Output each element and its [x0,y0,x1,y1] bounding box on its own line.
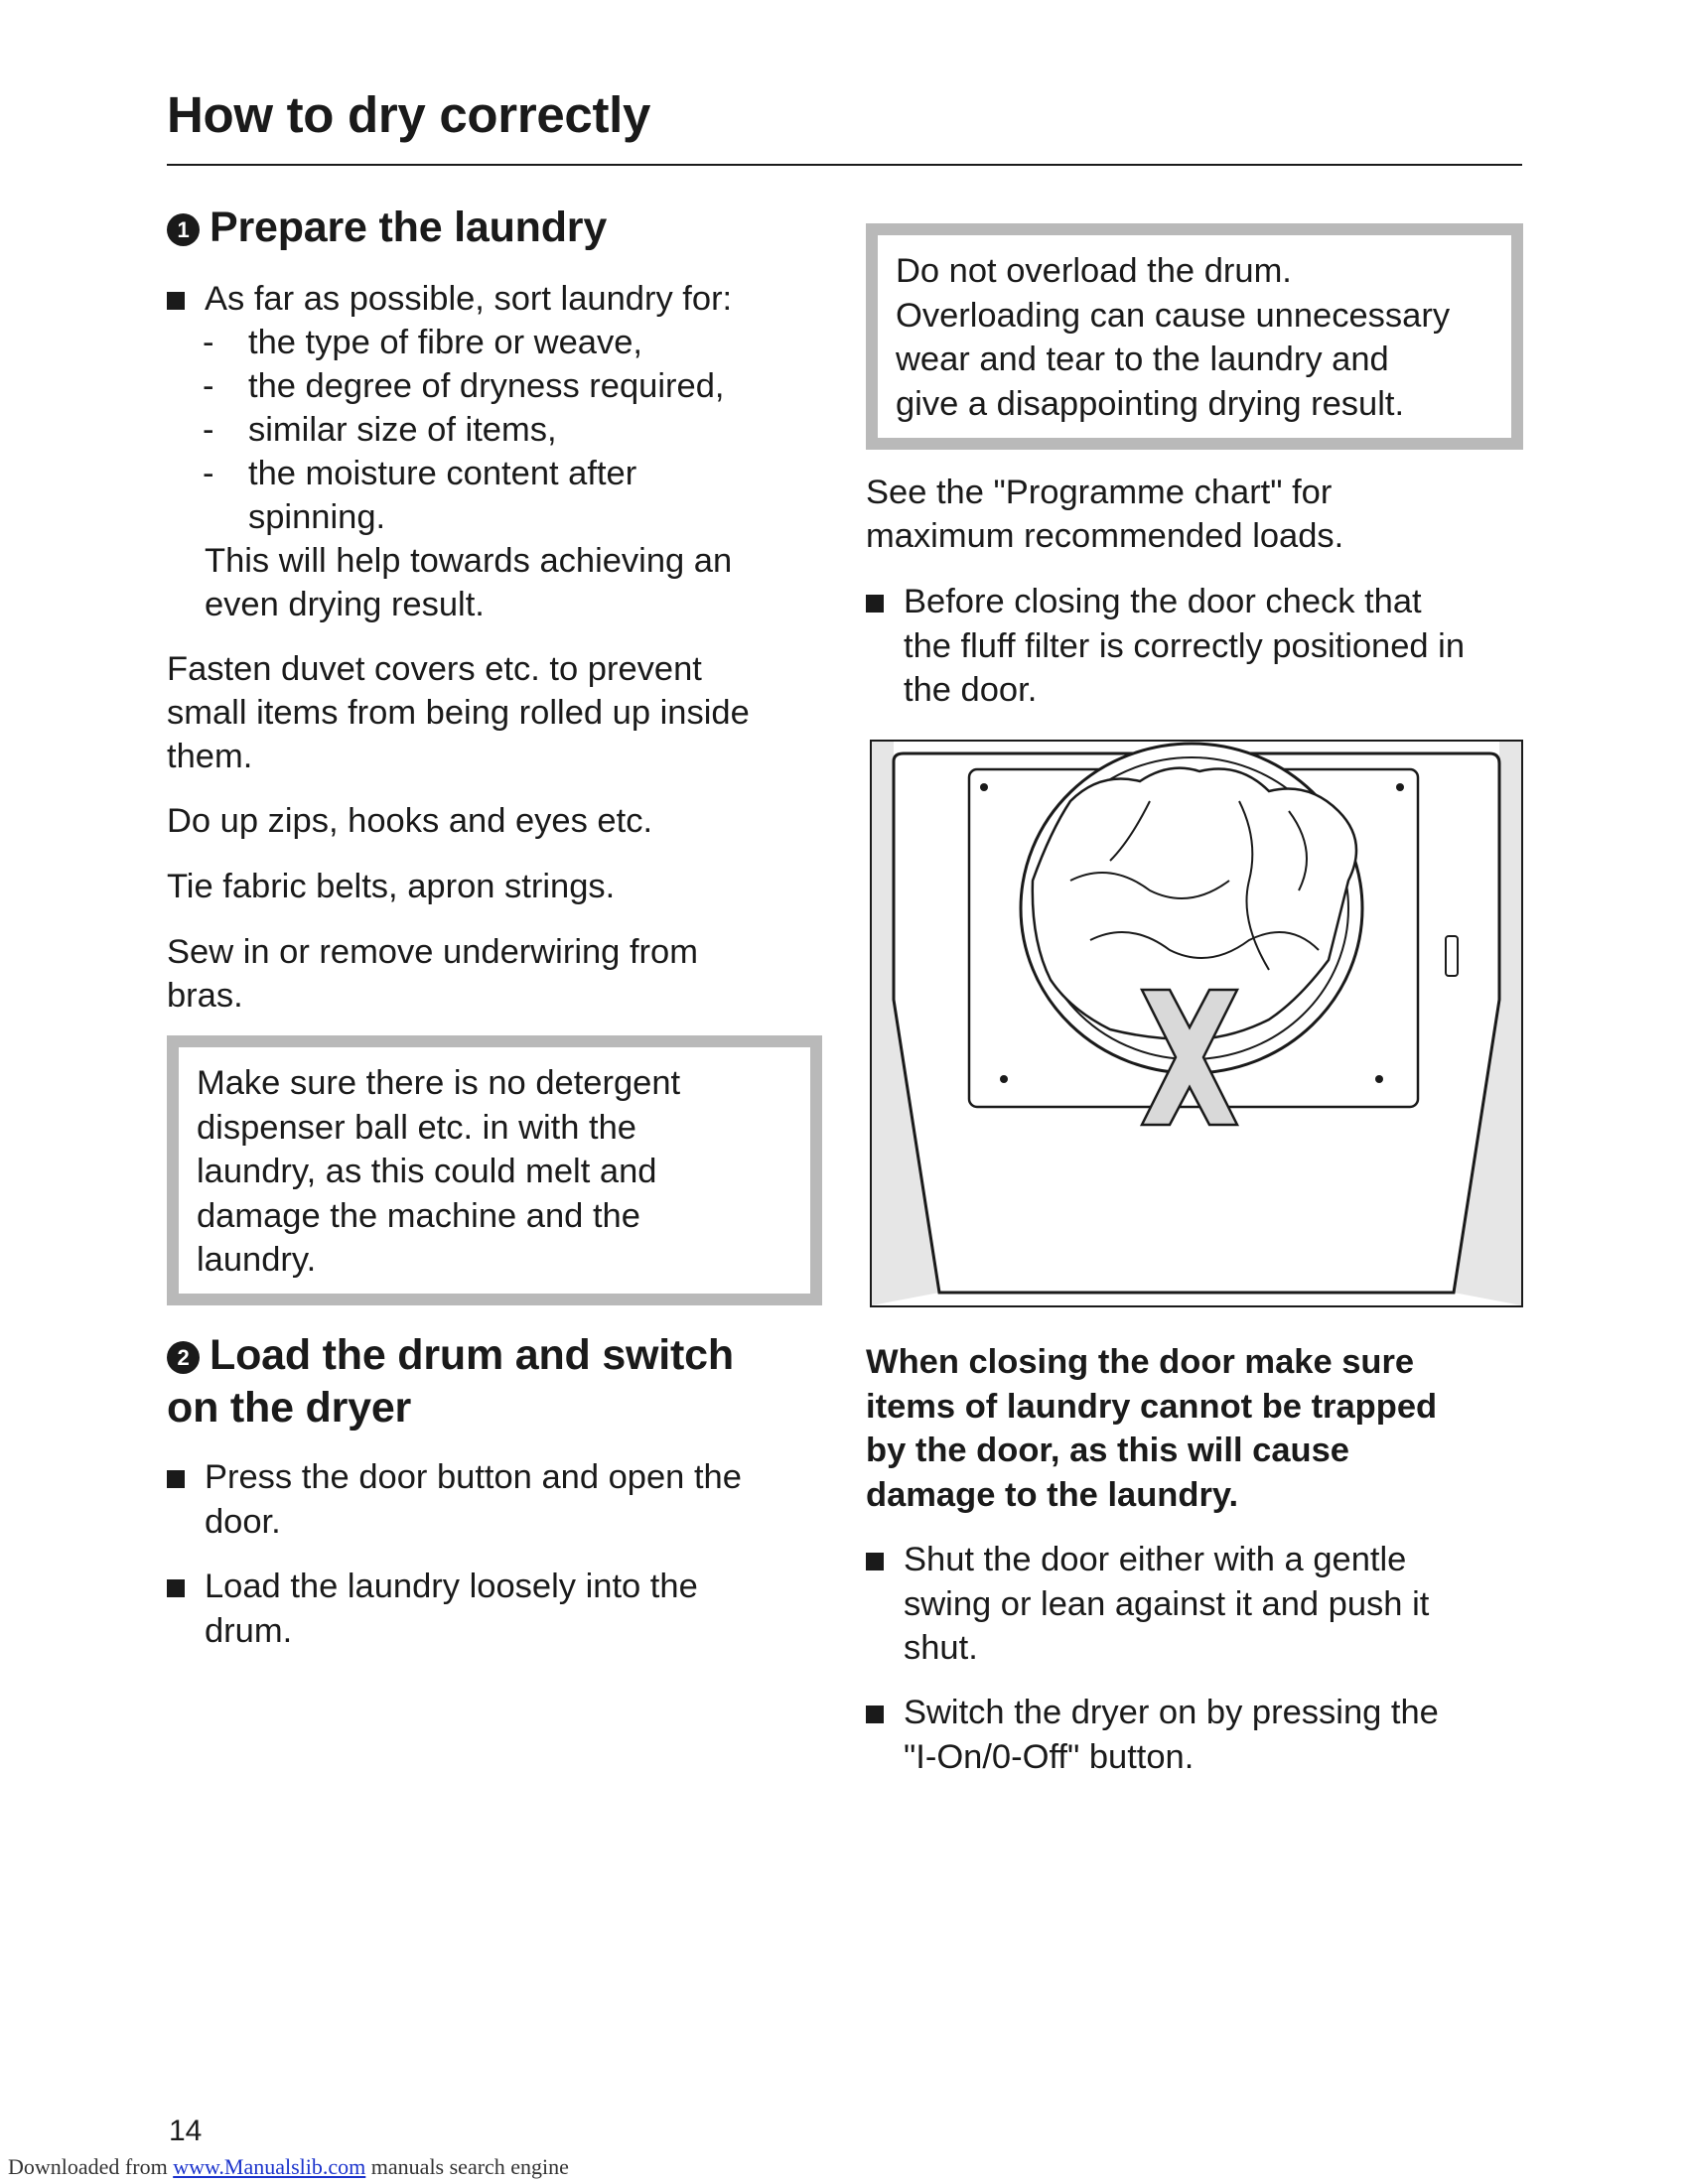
bullet-square-icon [866,1553,884,1570]
step-2-badge: 2 [167,1341,200,1374]
bold-warning-line: damage to the laundry. [866,1475,1239,1514]
overloaded-drum-illustration [870,740,1523,1307]
warning-line: Overloading can cause unnecessary [896,296,1451,335]
bullet-line: the fluff filter is correctly positioned in [904,626,1466,665]
bullet-line: Switch the dryer on by pressing the [904,1694,1439,1731]
sort-laundry-bullet [167,277,732,322]
warning-line: laundry, as this could melt and [197,1153,657,1190]
switch-on-bullet [866,1691,1439,1779]
step-1-badge: 1 [167,213,200,246]
bullet-line: Before closing the door check that [904,583,1422,620]
bullet-square-icon [167,292,185,310]
warning-line: dispenser ball etc. in with the [197,1108,636,1147]
chart-ref-line-1: See the "Programme chart" for [866,474,1333,511]
bullet-line: the door. [904,671,1038,709]
bold-warning-line: by the door, as this will cause [866,1432,1349,1469]
detergent-warning-box [167,1035,822,1305]
dash-item-continuation: spinning. [248,498,386,536]
bold-warning-line: items of laundry cannot be trapped [866,1387,1438,1426]
bullet-line: shut. [904,1629,978,1667]
overload-warning-box [866,223,1523,450]
bullet-line: Shut the door either with a gentle [904,1541,1407,1578]
overloaded-drum-with-cross-icon [872,742,1521,1305]
duvet-line-3: them. [167,738,253,775]
footer-suffix: manuals search engine [370,2154,569,2179]
bullet-square-icon [167,1579,185,1597]
section-2-title-line-2: on the dryer [167,1384,412,1432]
page-number: 14 [169,2115,203,2147]
chart-ref-line-2: maximum recommended loads. [866,517,1344,555]
load-laundry-bullet [167,1565,698,1653]
warning-line: laundry. [197,1241,317,1279]
belts-paragraph: Tie fabric belts, apron strings. [167,868,616,905]
manualslib-link[interactable]: www.Manualslib.com [173,2154,366,2179]
bullet-line: door. [205,1502,281,1541]
warning-line: give a disappointing drying result. [896,384,1405,423]
warning-line: Do not overload the drum. [896,252,1292,290]
duvet-line-2: small items from being rolled up inside [167,694,750,732]
door-trap-warning [866,1340,1437,1517]
bullet-square-icon [866,1706,884,1723]
section-1-title: Prepare the laundry [210,204,608,251]
dash-item-text: similar size of items, [248,411,557,449]
list-item: - similar size of items, [203,411,557,449]
bullet-line: swing or lean against it and push it [904,1584,1430,1623]
download-footer [8,2154,569,2180]
title-divider [167,164,1522,166]
sort-outro-line-2: even drying result. [205,586,485,623]
warning-line: damage the machine and the [197,1196,640,1235]
list-item: - the moisture content after [203,455,637,492]
page-title: How to dry correctly [167,86,651,143]
sort-intro-text: As far as possible, sort laundry for: [205,280,733,318]
warning-line: Make sure there is no detergent [197,1064,681,1102]
duvet-line-1: Fasten duvet covers etc. to prevent [167,650,702,688]
open-door-bullet [167,1455,742,1544]
bullet-square-icon [866,595,884,613]
bullet-line: Press the door button and open the [205,1458,742,1496]
zips-paragraph: Do up zips, hooks and eyes etc. [167,802,653,840]
list-item: - the type of fibre or weave, [203,324,642,361]
fluff-filter-bullet [866,580,1465,713]
sort-outro-line-1: This will help towards achieving an [205,542,733,580]
warning-line: wear and tear to the laundry and [896,341,1389,378]
dash-item-text: the moisture content after [248,455,637,492]
bras-line-2: bras. [167,977,243,1015]
shut-door-bullet [866,1538,1429,1671]
section-2-title-line-1: Load the drum and switch [210,1331,734,1379]
section-1-heading [167,201,607,254]
bullet-line: "I-On/0-Off" button. [904,1737,1195,1776]
dash-item-text: the degree of dryness required, [248,367,725,405]
bullet-line: drum. [205,1611,293,1650]
footer-prefix: Downloaded from [8,2154,168,2179]
section-2-heading [167,1328,734,1382]
bullet-line: Load the laundry loosely into the [205,1568,698,1605]
list-item: - the degree of dryness required, [203,367,725,405]
bras-line-1: Sew in or remove underwiring from [167,933,698,971]
bullet-square-icon [167,1470,185,1488]
bold-warning-line: When closing the door make sure [866,1343,1415,1381]
dash-item-text: the type of fibre or weave, [248,324,642,361]
